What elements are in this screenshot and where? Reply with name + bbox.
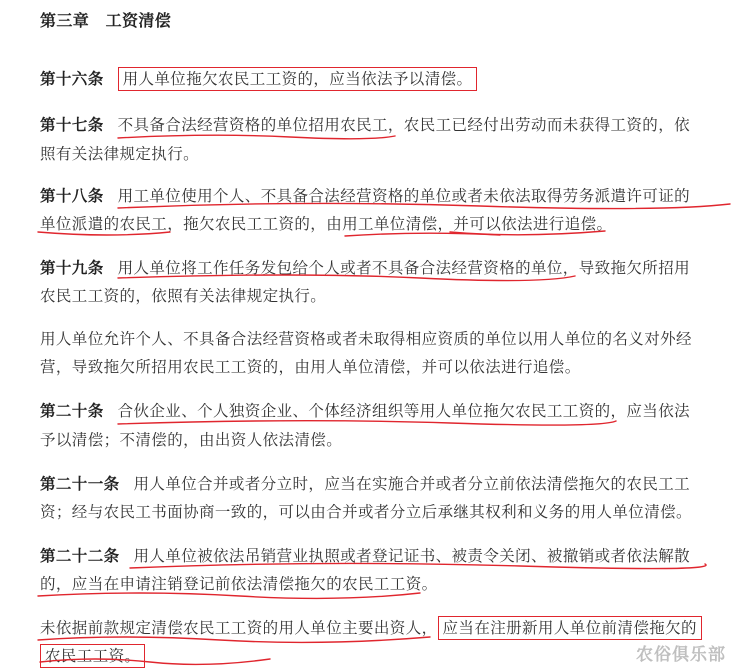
paragraph-19b-line-2: 营，导致拖欠所招用农民工工资的，由用人单位清偿，并可以依法进行追偿。 <box>40 358 581 376</box>
article-16 <box>40 68 477 90</box>
article-21-line-2: 资；经与农民工书面协商一致的，可以由合并或者分立后承继其权利和义务的用人单位清偿。 <box>40 503 692 521</box>
article-21-line-1: 第二十一条 用人单位合并或者分立时，应当在实施合并或者分立前依法清偿拖欠的农民工工 <box>40 475 691 493</box>
article-number: 第二十一条 <box>40 475 120 493</box>
article-number: 第十七条 <box>40 116 104 134</box>
highlight-box: 农民工工资。 <box>40 644 145 668</box>
article-18-line-2: 单位派遣的农民工，拖欠农民工工资的，由用工单位清偿，并可以依法进行追偿。 <box>40 215 613 233</box>
watermark: 农俗俱乐部 <box>636 645 726 665</box>
highlight-box: 应当在注册新用人单位前清偿拖欠的 <box>438 616 702 640</box>
article-number: 第十六条 <box>40 70 104 88</box>
article-22-line-1: 第二十二条 用人单位被依法吊销营业执照或者登记证书、被责令关闭、被撤销或者依法解散 <box>40 547 691 565</box>
article-17-line-2: 照有关法律规定执行。 <box>40 145 200 163</box>
article-number: 第二十条 <box>40 402 104 420</box>
chapter-title: 第三章 工资清偿 <box>40 11 172 30</box>
highlight-box: 用人单位拖欠农民工工资的，应当依法予以清偿。 <box>118 67 478 91</box>
article-19-line-1: 第十九条 用人单位将工作任务发包给个人或者不具备合法经营资格的单位，导致拖欠所招用 <box>40 259 691 277</box>
article-number: 第二十二条 <box>40 547 120 565</box>
paragraph-22b-line-1: 未依据前款规定清偿农民工工资的用人单位主要出资人， 应当在注册新用人单位前清偿拖欠的 <box>40 617 702 639</box>
article-18-line-1: 第十八条 用工单位使用个人、不具备合法经营资格的单位或者未依法取得劳务派遣许可证的 <box>40 187 691 205</box>
article-17-line-1: 第十七条 不具备合法经营资格的单位招用农民工，农民工已经付出劳动而未获得工资的，依 <box>40 116 691 134</box>
article-number: 第十九条 <box>40 259 104 277</box>
article-22-line-2: 的，应当在申请注销登记前依法清偿拖欠的农民工工资。 <box>40 575 438 593</box>
article-number: 第十八条 <box>40 187 104 205</box>
article-19-line-2: 农民工工资的，依照有关法律规定执行。 <box>40 287 327 305</box>
article-20-line-1: 第二十条 合伙企业、个人独资企业、个体经济组织等用人单位拖欠农民工工资的，应当依法 <box>40 402 691 420</box>
article-20-line-2: 予以清偿；不清偿的，由出资人依法清偿。 <box>40 431 343 449</box>
paragraph-22b-line-2 <box>40 645 145 667</box>
paragraph-19b-line-1: 用人单位允许个人、不具备合法经营资格或者未取得相应资质的单位以用人单位的名义对外经 <box>40 330 692 348</box>
